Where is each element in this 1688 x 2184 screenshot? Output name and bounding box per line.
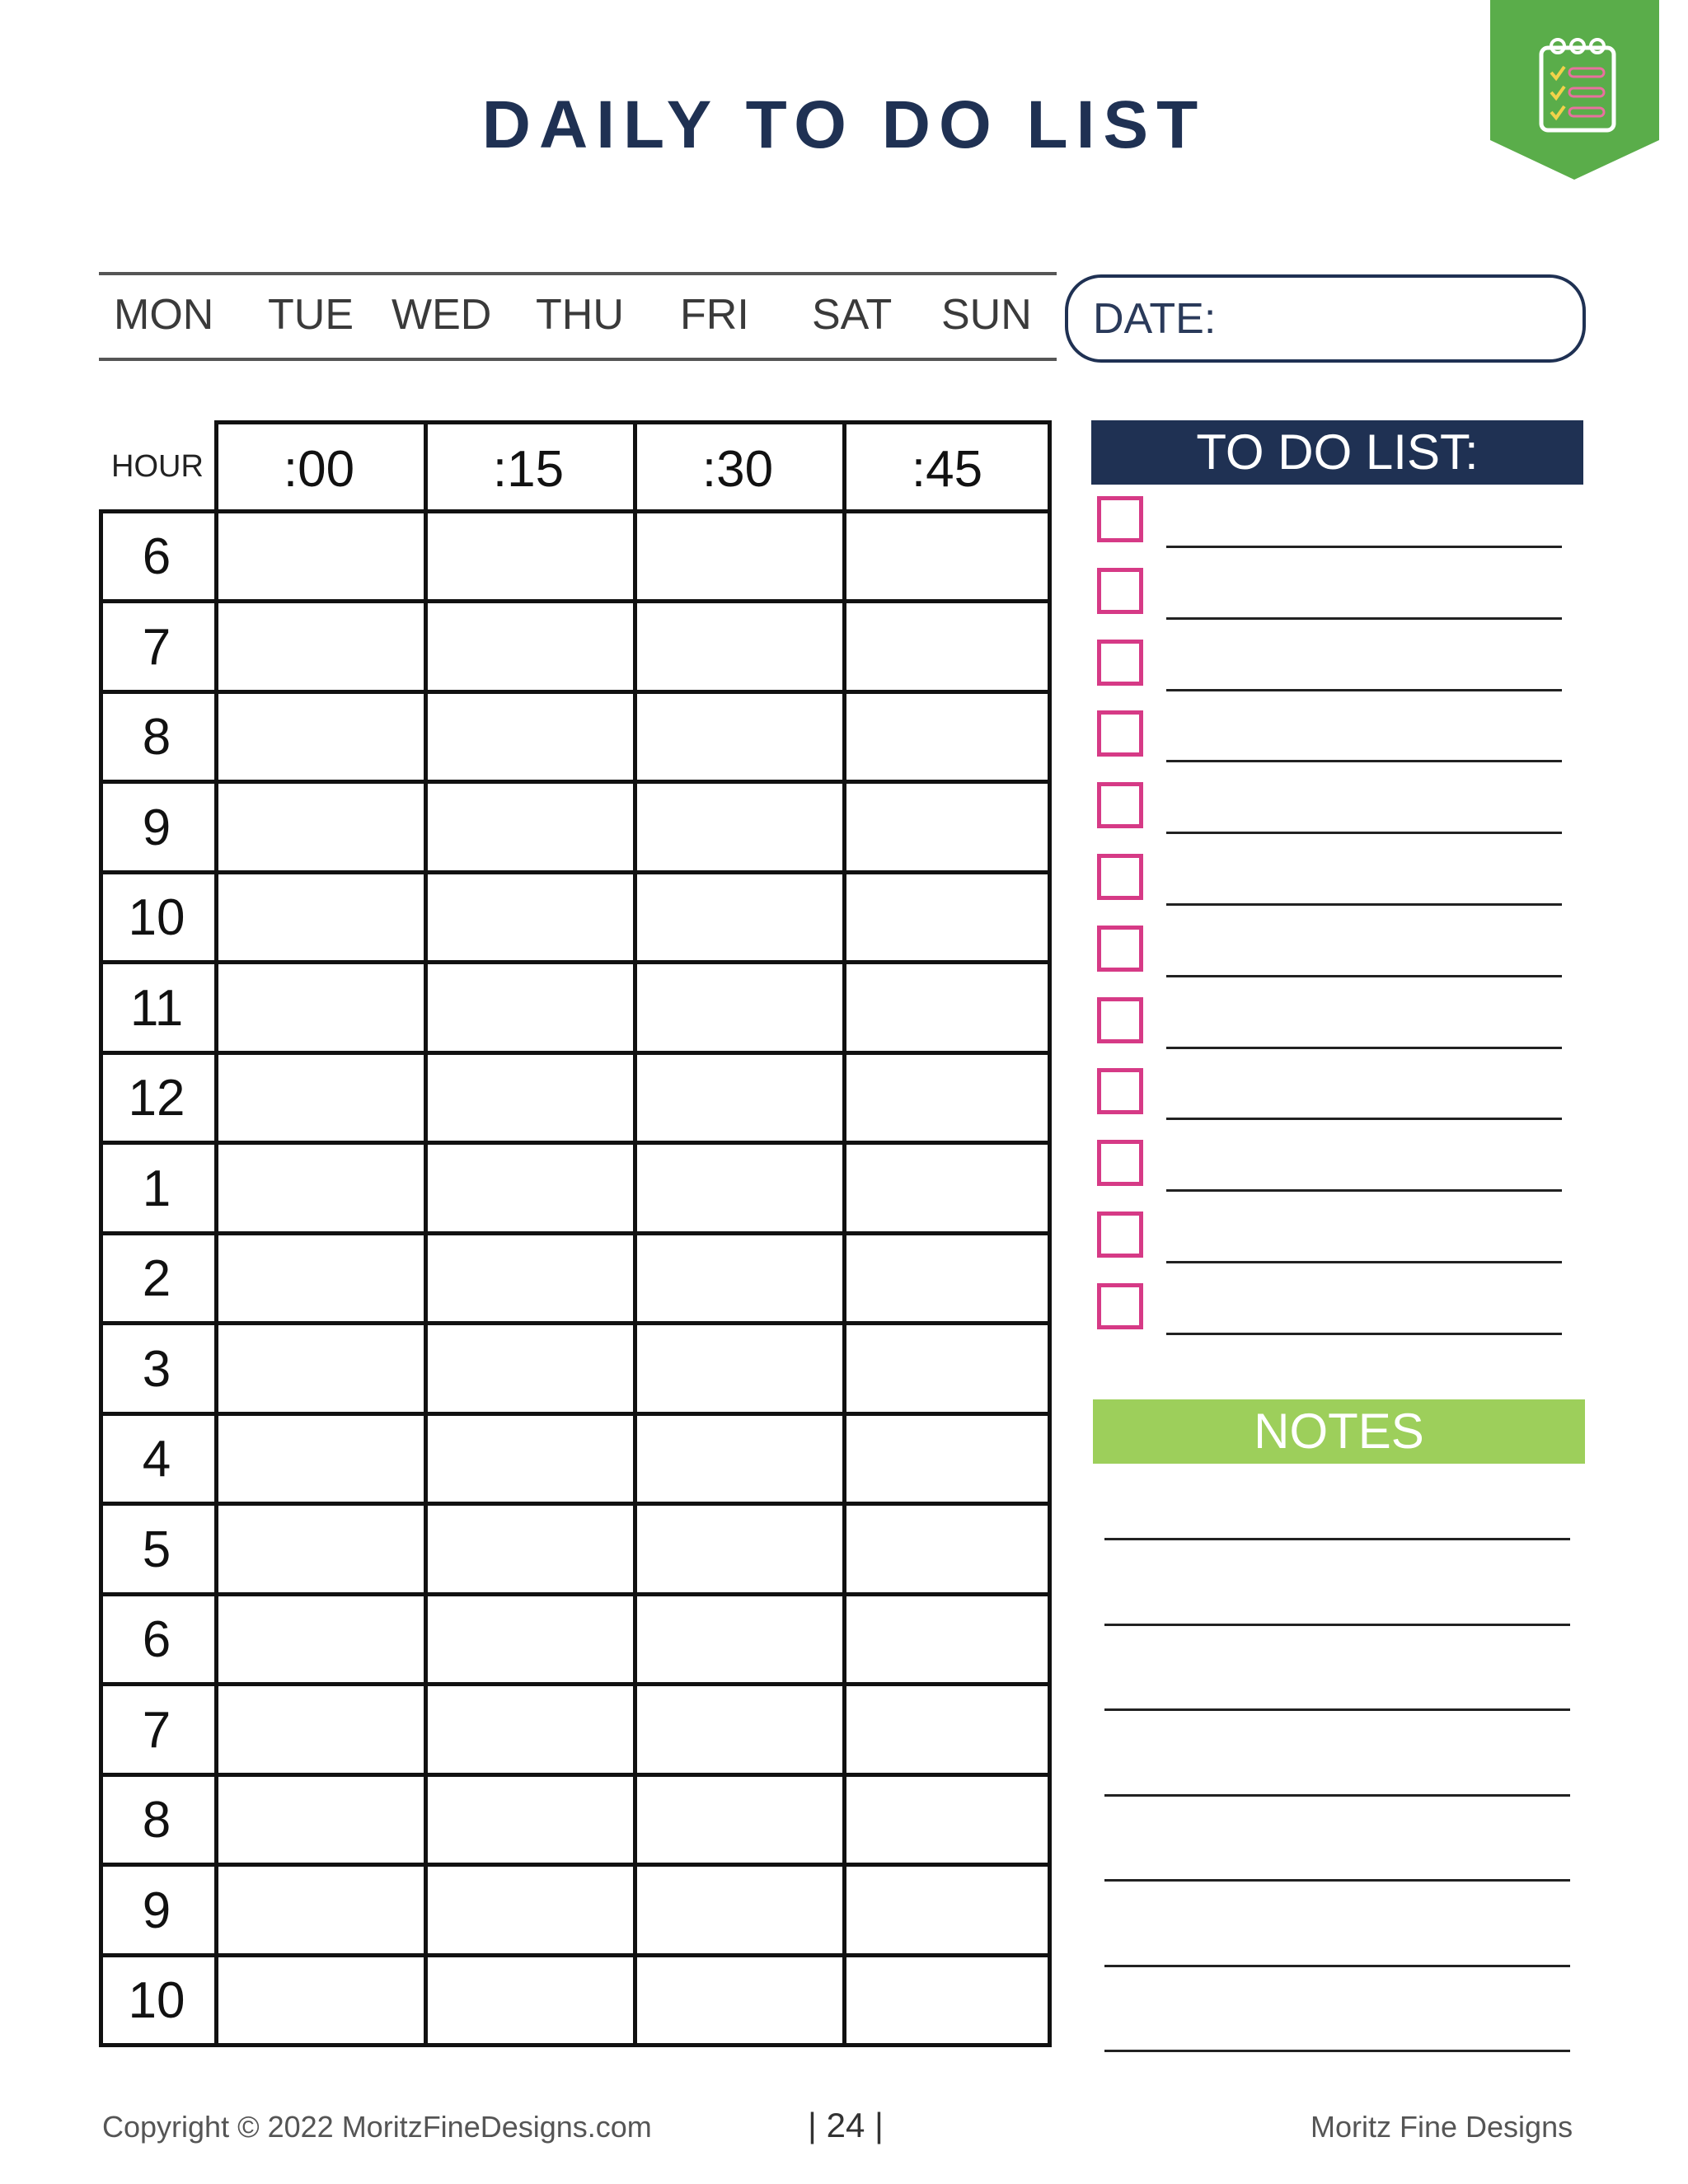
notes-title: NOTES (1254, 1404, 1424, 1459)
todo-entry-line[interactable] (1166, 1261, 1562, 1263)
schedule-cell[interactable] (846, 1689, 1048, 1771)
grid-line (99, 960, 1052, 964)
grid-line (99, 1502, 1052, 1506)
footer-page-number: | 24 | (808, 2106, 884, 2144)
schedule-cell[interactable] (846, 1598, 1048, 1680)
schedule-cell[interactable] (428, 967, 629, 1049)
schedule-cell[interactable] (218, 1598, 420, 1680)
notes-line[interactable] (1104, 1794, 1570, 1797)
schedule-cell[interactable] (218, 1328, 420, 1410)
grid-line (99, 599, 1052, 603)
todo-checkbox[interactable] (1097, 782, 1143, 828)
grid-line (99, 1682, 1052, 1686)
schedule-cell[interactable] (218, 786, 420, 869)
notes-line[interactable] (1104, 1708, 1570, 1711)
schedule-cell[interactable] (637, 1418, 838, 1500)
notes-line[interactable] (1104, 1624, 1570, 1626)
schedule-cell[interactable] (637, 1237, 838, 1319)
todo-entry-line[interactable] (1166, 832, 1562, 834)
todo-list-header (1091, 420, 1583, 485)
notes-line[interactable] (1104, 2050, 1570, 2052)
hour-label: 6 (142, 1611, 171, 1668)
todo-checkbox[interactable] (1097, 496, 1143, 542)
page-title: DAILY TO DO LIST (481, 87, 1207, 162)
schedule-cell[interactable] (428, 696, 629, 778)
grid-line (99, 1592, 1052, 1596)
checklist-notepad-icon (1490, 0, 1659, 180)
schedule-cell[interactable] (428, 1508, 629, 1591)
todo-checkbox[interactable] (1097, 1283, 1143, 1329)
hour-label: 7 (142, 618, 171, 676)
minute-column-header: :45 (911, 441, 983, 498)
hour-label: 5 (142, 1521, 171, 1578)
schedule-cell[interactable] (637, 606, 838, 688)
grid-line (99, 1863, 1052, 1867)
todo-entry-line[interactable] (1166, 689, 1562, 691)
hour-label: 10 (128, 1972, 185, 2029)
schedule-cell[interactable] (637, 515, 838, 598)
day-sun[interactable]: SUN (941, 291, 1032, 339)
schedule-cell[interactable] (637, 1689, 838, 1771)
date-label: DATE: (1093, 295, 1217, 343)
schedule-cell[interactable] (846, 606, 1048, 688)
hour-label: 3 (142, 1340, 171, 1398)
grid-line (99, 1412, 1052, 1416)
schedule-cell[interactable] (846, 1869, 1048, 1952)
hour-label: 12 (128, 1070, 185, 1127)
day-thu[interactable]: THU (536, 291, 624, 339)
schedule-cell[interactable] (218, 1779, 420, 1861)
notes-line[interactable] (1104, 1879, 1570, 1882)
todo-checkbox[interactable] (1097, 997, 1143, 1043)
hour-column-label: HOUR (111, 449, 204, 484)
schedule-cell[interactable] (428, 1869, 629, 1952)
hour-label: 10 (128, 889, 185, 946)
schedule-cell[interactable] (218, 1959, 420, 2041)
todo-checkbox[interactable] (1097, 710, 1143, 757)
todo-entry-line[interactable] (1166, 1189, 1562, 1192)
todo-entry-line[interactable] (1166, 975, 1562, 977)
schedule-cell[interactable] (218, 1418, 420, 1500)
todo-entry-line[interactable] (1166, 760, 1562, 762)
date-field[interactable] (1065, 274, 1586, 363)
hour-label: 8 (142, 709, 171, 766)
schedule-cell[interactable] (637, 1779, 838, 1861)
schedule-cell[interactable] (218, 1057, 420, 1139)
schedule-cell[interactable] (218, 515, 420, 598)
schedule-cell[interactable] (637, 1147, 838, 1230)
hour-label: 9 (142, 1882, 171, 1939)
todo-entry-line[interactable] (1166, 617, 1562, 620)
schedule-cell[interactable] (637, 967, 838, 1049)
schedule-cell[interactable] (428, 876, 629, 958)
schedule-cell[interactable] (846, 1147, 1048, 1230)
todo-checkbox[interactable] (1097, 640, 1143, 686)
hour-label: 4 (142, 1431, 171, 1488)
schedule-cell[interactable] (218, 1869, 420, 1952)
grid-line (99, 1953, 1052, 1957)
schedule-cell[interactable] (637, 1598, 838, 1680)
footer-brand: Moritz Fine Designs (1311, 2110, 1573, 2144)
schedule-cell[interactable] (637, 876, 838, 958)
grid-line (99, 1321, 1052, 1325)
weekday-selector (99, 272, 1057, 361)
hour-label: 1 (142, 1160, 171, 1217)
schedule-cell[interactable] (637, 696, 838, 778)
todo-checkbox[interactable] (1097, 854, 1143, 900)
schedule-cell[interactable] (218, 967, 420, 1049)
hour-label: 2 (142, 1250, 171, 1307)
todo-entry-line[interactable] (1166, 1333, 1562, 1335)
schedule-cell[interactable] (637, 786, 838, 869)
day-sat[interactable]: SAT (812, 291, 893, 339)
todo-entry-line[interactable] (1166, 1047, 1562, 1049)
schedule-cell[interactable] (846, 1057, 1048, 1139)
todo-entry-line[interactable] (1166, 1118, 1562, 1120)
grid-line (99, 1051, 1052, 1055)
schedule-cell[interactable] (428, 515, 629, 598)
schedule-cell[interactable] (218, 696, 420, 778)
footer-copyright: Copyright © 2022 MoritzFineDesigns.com (102, 2110, 652, 2144)
schedule-cell[interactable] (218, 876, 420, 958)
hour-label: 11 (129, 979, 184, 1037)
hour-label: 8 (142, 1792, 171, 1849)
schedule-cell[interactable] (846, 1959, 1048, 2041)
schedule-cell[interactable] (846, 876, 1048, 958)
day-tue[interactable]: TUE (268, 291, 354, 339)
corner-badge (1490, 0, 1659, 180)
schedule-cell[interactable] (637, 1057, 838, 1139)
minute-column-header: :00 (283, 441, 355, 498)
grid-line (99, 1231, 1052, 1235)
schedule-cell[interactable] (218, 1147, 420, 1230)
schedule-cell[interactable] (428, 1237, 629, 1319)
todo-checkbox[interactable] (1097, 1212, 1143, 1258)
day-wed[interactable]: WED (392, 291, 492, 339)
schedule-cell[interactable] (637, 1328, 838, 1410)
schedule-cell[interactable] (428, 1779, 629, 1861)
todo-entry-line[interactable] (1166, 546, 1562, 548)
minute-column-header: :30 (701, 441, 774, 498)
schedule-cell[interactable] (218, 606, 420, 688)
grid-line (99, 1773, 1052, 1777)
grid-line (99, 780, 1052, 784)
todo-checkbox[interactable] (1097, 1068, 1143, 1114)
grid-line (99, 690, 1052, 694)
hour-label: 9 (142, 799, 171, 856)
schedule-cell[interactable] (428, 1328, 629, 1410)
schedule-cell[interactable] (846, 1328, 1048, 1410)
schedule-cell[interactable] (846, 1237, 1048, 1319)
day-fri[interactable]: FRI (680, 291, 749, 339)
schedule-cell[interactable] (428, 1057, 629, 1139)
notes-line[interactable] (1104, 1538, 1570, 1540)
schedule-cell[interactable] (428, 1598, 629, 1680)
schedule-cell[interactable] (846, 786, 1048, 869)
todo-checkbox[interactable] (1097, 568, 1143, 614)
todo-list-title: TO DO LIST: (1196, 424, 1479, 480)
schedule-cell[interactable] (218, 1237, 420, 1319)
schedule-cell[interactable] (637, 1508, 838, 1591)
schedule-cell[interactable] (846, 1508, 1048, 1591)
schedule-cell[interactable] (218, 1689, 420, 1771)
schedule-cell[interactable] (428, 606, 629, 688)
minute-column-header: :15 (492, 441, 565, 498)
schedule-cell[interactable] (846, 515, 1048, 598)
grid-line (99, 1141, 1052, 1145)
schedule-cell[interactable] (428, 1147, 629, 1230)
grid-line (1048, 420, 1052, 2046)
schedule-cell[interactable] (428, 1959, 629, 2041)
schedule-cell[interactable] (637, 1959, 838, 2041)
grid-line (99, 509, 1052, 513)
schedule-cell[interactable] (218, 1508, 420, 1591)
day-mon[interactable]: MON (114, 291, 214, 339)
notes-header (1093, 1399, 1585, 1464)
schedule-cell[interactable] (846, 967, 1048, 1049)
todo-checkbox[interactable] (1097, 1140, 1143, 1186)
schedule-cell[interactable] (428, 1418, 629, 1500)
schedule-cell[interactable] (846, 1418, 1048, 1500)
notes-line[interactable] (1104, 1965, 1570, 1967)
hourly-schedule-grid (99, 420, 1060, 2070)
hour-label: 6 (142, 528, 171, 585)
schedule-cell[interactable] (846, 696, 1048, 778)
grid-line (99, 2043, 1052, 2047)
schedule-cell[interactable] (428, 1689, 629, 1771)
schedule-cell[interactable] (846, 1779, 1048, 1861)
todo-checkbox[interactable] (1097, 926, 1143, 972)
hour-label: 7 (142, 1701, 171, 1759)
schedule-cell[interactable] (637, 1869, 838, 1952)
grid-line (99, 870, 1052, 874)
todo-entry-line[interactable] (1166, 903, 1562, 906)
schedule-cell[interactable] (428, 786, 629, 869)
